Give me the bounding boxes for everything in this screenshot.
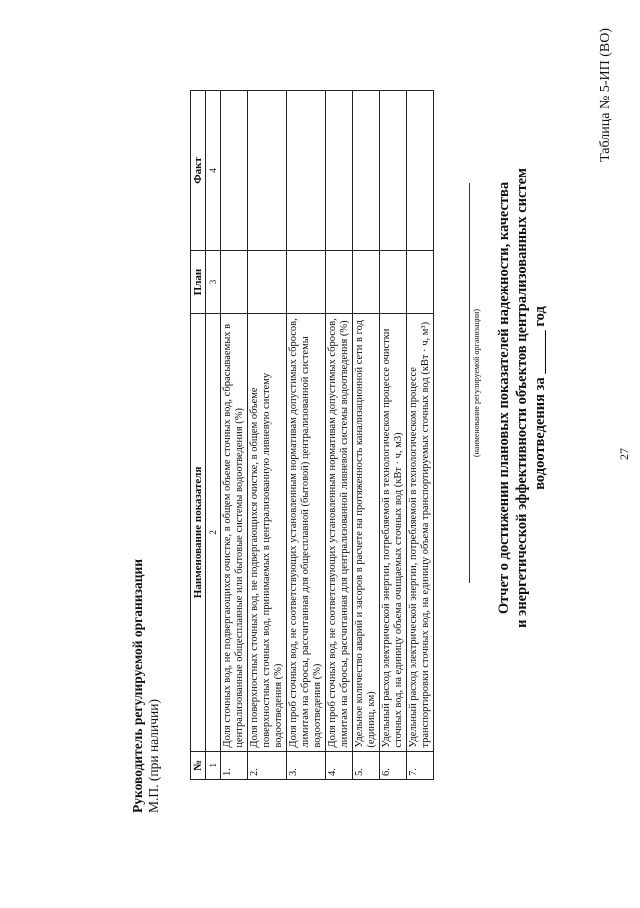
row-plan bbox=[353, 250, 380, 313]
table-row bbox=[221, 91, 248, 780]
subheader-cell: 4 bbox=[206, 91, 221, 251]
signature-block bbox=[130, 559, 162, 813]
table-row bbox=[380, 91, 407, 780]
report-title bbox=[495, 88, 549, 708]
header-num: № bbox=[191, 751, 206, 779]
row-name: Доля проб сточных вод, не соответствующих установленным нормативам допустимых сбросов, лимитам на сбросы, рассчитанная для общесплавной (бытовой) централизованной системы водоотведения (%) bbox=[287, 314, 326, 751]
row-fact bbox=[221, 91, 248, 251]
row-plan bbox=[248, 250, 287, 313]
row-fact bbox=[248, 91, 287, 251]
row-num: 6. bbox=[380, 751, 407, 779]
row-name: Удельный расход электрической энергии, потребляемой в технологическом процессе транспортировки сточных вод, на единицу объема транспортируемых сточных вод (кВт · ч, м³) bbox=[407, 314, 434, 751]
row-num: 4. bbox=[326, 751, 353, 779]
signatory-title: Руководитель регулируемой организации bbox=[130, 558, 145, 813]
row-name: Удельный расход электрической энергии, потребляемой в технологическом процессе очистки сточных вод, на единицу объема очищаемых сточных вод (кВт · ч, м3) bbox=[380, 314, 407, 751]
title-line: Отчет о достижении плановых показателей надежности, качества bbox=[496, 181, 512, 615]
row-name: Доля проб сточных вод, не соответствующих установленным нормативам допустимых сбросов, лимитам на сбросы, рассчитанная для централизованной ливневой системы водоотведения (%) bbox=[326, 314, 353, 751]
table-row bbox=[326, 91, 353, 780]
row-name: Удельное количество аварий и засоров в расчете на протяженность канализационной сети в год (единиц, км) bbox=[353, 314, 380, 751]
row-name: Доля поверхностных сточных вод, не подвергающихся очистке, в общем объеме поверхностных сточных вод, принимаемых в централизованную ливневую систему водоотведения (%) bbox=[248, 314, 287, 751]
table-header-row bbox=[191, 91, 206, 780]
row-plan bbox=[221, 250, 248, 313]
row-fact bbox=[407, 91, 434, 251]
table-row bbox=[287, 91, 326, 780]
row-fact bbox=[353, 91, 380, 251]
header-name: Наименование показателя bbox=[191, 314, 206, 751]
org-name-line bbox=[469, 183, 470, 583]
row-fact bbox=[287, 91, 326, 251]
row-num: 3. bbox=[287, 751, 326, 779]
row-num: 1. bbox=[221, 751, 248, 779]
stamp-note: М.П. (при наличии) bbox=[146, 699, 161, 813]
row-plan bbox=[407, 250, 434, 313]
subheader-cell: 3 bbox=[206, 250, 221, 313]
row-plan bbox=[287, 250, 326, 313]
title-line: водоотведения за ______ год bbox=[532, 306, 548, 490]
row-fact bbox=[380, 91, 407, 251]
subheader-cell: 1 bbox=[206, 751, 221, 779]
table-id: Таблица № 5-ИП (ВО) bbox=[598, 28, 613, 162]
title-line: и энергетической эффективности объектов централизованных систем bbox=[514, 168, 530, 628]
header-plan: План bbox=[191, 250, 206, 313]
indicators-table bbox=[190, 90, 434, 780]
row-plan bbox=[380, 250, 407, 313]
header-fact: Факт bbox=[191, 91, 206, 251]
row-num: 7. bbox=[407, 751, 434, 779]
page-number: 27 bbox=[617, 448, 631, 460]
row-num: 2. bbox=[248, 751, 287, 779]
subheader-cell: 2 bbox=[206, 314, 221, 751]
table-row bbox=[407, 91, 434, 780]
table-subheader-row bbox=[206, 91, 221, 780]
table-row bbox=[248, 91, 287, 780]
row-plan bbox=[326, 250, 353, 313]
row-num: 5. bbox=[353, 751, 380, 779]
row-fact bbox=[326, 91, 353, 251]
table-row bbox=[353, 91, 380, 780]
org-caption: (наименование регулируемой организации) bbox=[472, 308, 481, 458]
row-name: Доля сточных вод, не подвергающихся очистке, в общем объеме сточных вод, сбрасываемых в централизованные общесплавные или бытовые системы водоотведения (%) bbox=[221, 314, 248, 751]
